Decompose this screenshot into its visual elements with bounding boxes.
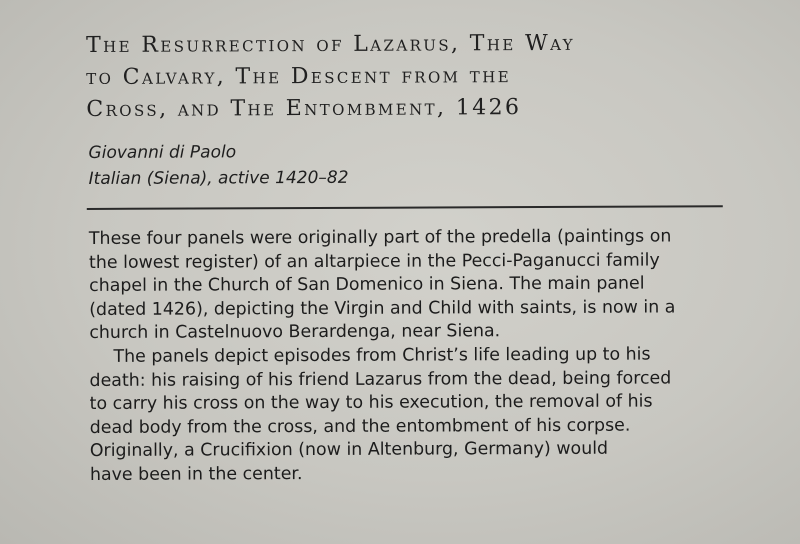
artwork-title-line: Cross, and The Entombment, 1426 [86, 95, 522, 122]
artist-name: Giovanni di Paolo [88, 142, 237, 163]
description-line: chapel in the Church of San Domenico in Siena. The main panel [89, 273, 645, 297]
description-line: church in Castelnuovo Berardenga, near Siena. [89, 321, 501, 344]
description-line: the lowest register) of an altarpiece in the Pecci-Paganucci family [88, 250, 660, 273]
description-line: The panels depict episodes from Christ’s life leading up to his [113, 344, 651, 367]
description-line: have been in the center. [89, 463, 303, 485]
artwork-title [86, 27, 736, 126]
artwork-title-line: The Resurrection of Lazarus, The Way [86, 30, 576, 58]
museum-wall-label [82, 27, 744, 530]
description-line: dead body from the cross, and the entombment of his corpse. [89, 415, 631, 438]
description-line: (dated 1426), depicting the Virgin and Child with saints, is now in a [89, 297, 676, 320]
description-text [89, 225, 730, 487]
description-line: These four panels were originally part of the predella (paintings on [88, 226, 672, 249]
artwork-title-line: to Calvary, The Descent from the [86, 63, 512, 90]
divider-rule [87, 205, 723, 210]
description-line: to carry his cross on the way to his execution, the removal of his [89, 391, 653, 415]
description-line: death: his raising of his friend Lazarus from the dead, being forced [89, 367, 672, 391]
artist-nationality-dates: Italian (Siena), active 1420–82 [88, 167, 349, 189]
description-line: Originally, a Crucifixion (now in Altenburg, Germany) would [89, 439, 609, 462]
